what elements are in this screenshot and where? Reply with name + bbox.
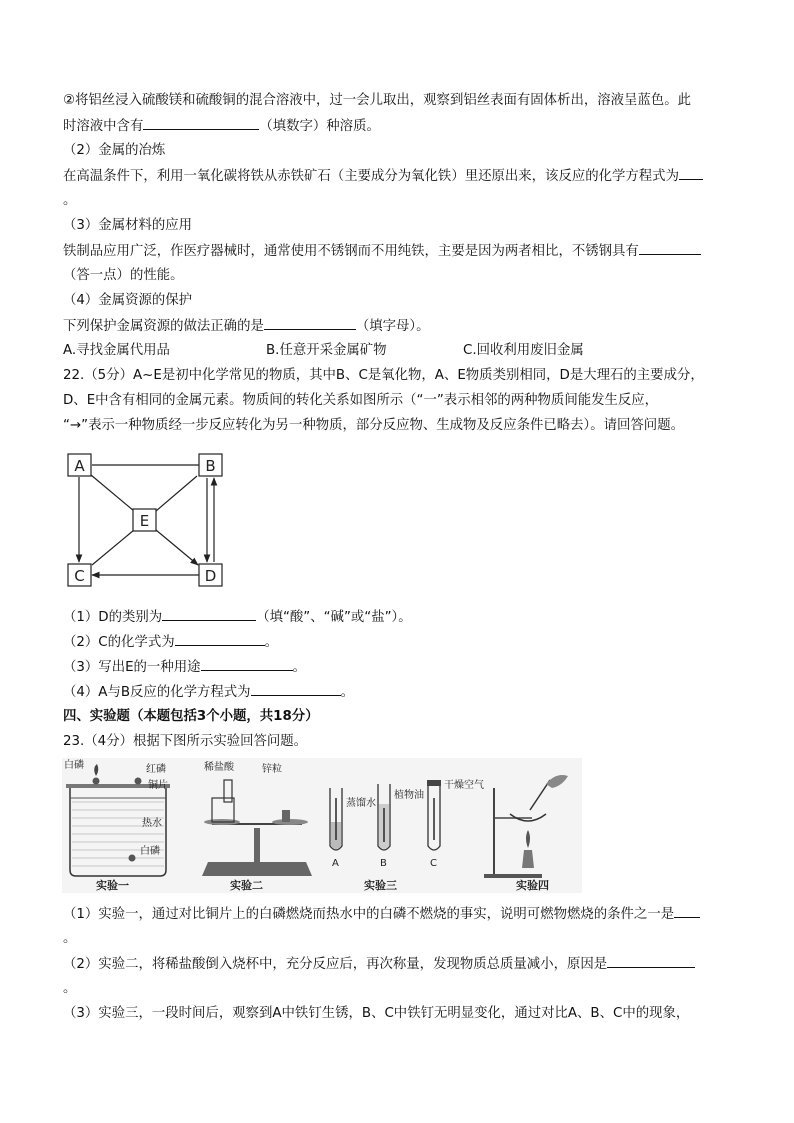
- text-segment: 。: [264, 635, 278, 650]
- label-copper: 铜片: [148, 780, 168, 791]
- label-tube-c: C: [430, 858, 437, 869]
- white-phosphorus-top: [93, 778, 100, 785]
- caption-exp4: 实验四: [516, 879, 549, 892]
- label-tube-a: A: [332, 858, 339, 869]
- answer-blank[interactable]: [162, 608, 256, 621]
- text-line: [63, 317, 430, 336]
- label-white-p-top: 白磷: [64, 760, 84, 771]
- section-heading: 四、实验题（本题包括3个小题，共18分）: [63, 709, 319, 724]
- label-dry-air: 干燥空气: [444, 780, 484, 791]
- answer-blank[interactable]: [639, 242, 701, 255]
- label-water: 蒸馏水: [346, 798, 376, 809]
- subheading: （3）金属材料的应用: [63, 218, 193, 233]
- text-line: [63, 658, 306, 677]
- text-line: （3）实验三，一段时间后，观察到A中铁钉生锈，B、C中铁钉无明显变化，通过对比A、B、C中的现象，: [63, 1006, 690, 1021]
- node-b-label: B: [205, 457, 216, 475]
- text-segment: 在高温条件下，利用一氧化碳将铁从赤铁矿石（主要成分为氧化铁）里还原出来，该反应的化学方程式为: [63, 169, 679, 184]
- caption-exp1: 实验一: [96, 879, 129, 892]
- text-line: [63, 683, 354, 702]
- answer-blank[interactable]: [607, 955, 695, 968]
- text-line: [63, 955, 695, 974]
- text-line: [63, 633, 278, 652]
- text-segment: （4）A与B反应的化学方程式为: [63, 685, 251, 700]
- text-line: [63, 167, 703, 186]
- text-segment: 。: [340, 685, 354, 700]
- text-segment: （2）实验二，将稀盐酸倒入烧杯中，充分反应后，再次称量，发现物质总质量减小，原因是: [63, 957, 608, 972]
- text-line: 。: [63, 931, 77, 946]
- text-line: [63, 117, 380, 136]
- text-line: [63, 242, 701, 261]
- answer-blank[interactable]: [201, 658, 293, 671]
- text-line: “→”表示一种物质经一步反应转化为另一种物质，部分反应物、生成物及反应条件已略去）。请回答问题。: [63, 418, 684, 433]
- answer-blank[interactable]: [143, 117, 259, 130]
- text-segment: 铁制品应用广泛，作医疗器械时，通常使用不锈钢而不用纯铁，主要是因为两者相比，不锈钢具有: [63, 244, 639, 259]
- text-segment: （1）实验一，通过对比铜片上的白磷燃烧而热水中的白磷不燃烧的事实，说明可燃物燃烧的条件之一是: [63, 907, 675, 922]
- stand-base: [484, 874, 542, 878]
- answer-blank[interactable]: [264, 317, 356, 330]
- node-c-label: C: [74, 567, 85, 585]
- answer-blank[interactable]: [674, 905, 700, 918]
- question-22: 22.（5分）A~E是初中化学常见的物质，其中B、C是氧化物，A、E物质类别相同，D是大理石的主要成分，: [63, 368, 704, 383]
- text-segment: 下列保护金属资源的做法正确的是: [63, 319, 264, 334]
- label-oil: 植物油: [394, 790, 424, 801]
- white-phosphorus-bottom: [129, 855, 136, 862]
- answer-blank[interactable]: [251, 683, 341, 696]
- text-segment: （1）D的类别为: [63, 610, 163, 625]
- text-segment: （填字母）。: [355, 319, 430, 334]
- label-white-p-bottom: 白磷: [140, 846, 160, 857]
- text-line: 。: [63, 193, 77, 208]
- weight: [282, 810, 290, 822]
- caption-exp2: 实验二: [230, 879, 263, 892]
- text-line: [63, 905, 700, 924]
- label-acid: 稀盐酸: [204, 762, 234, 773]
- line-e-c: [92, 530, 134, 565]
- text-line: [63, 608, 412, 627]
- node-e-label: E: [139, 512, 150, 530]
- text-segment: 时溶液中含有: [63, 119, 144, 134]
- arrow-e-d: [156, 530, 198, 565]
- red-phosphorus: [135, 778, 142, 785]
- text-segment: （2）C的化学式为: [63, 635, 175, 650]
- question-23: 23.（4分）根据下图所示实验回答问题。: [63, 734, 308, 749]
- subheading: （4）金属资源的保护: [63, 293, 193, 308]
- text-line: （答一点）的性能。: [63, 268, 184, 283]
- node-a-label: A: [74, 457, 85, 475]
- alcohol-lamp: [522, 850, 534, 868]
- label-red-p: 红磷: [146, 764, 166, 775]
- text-segment: （填“酸”、“碱”或“盐”）。: [256, 610, 412, 625]
- node-d-label: D: [204, 567, 217, 585]
- experiments-figure: [62, 758, 582, 893]
- option-b: B.任意开采金属矿物: [266, 343, 387, 358]
- balance-pillar: [254, 828, 260, 862]
- text-segment: 。: [292, 660, 306, 675]
- line-a-e: [91, 475, 134, 511]
- conversion-diagram: [62, 448, 234, 592]
- option-a: A.寻找金属代用品: [63, 343, 170, 358]
- answer-blank[interactable]: [679, 167, 703, 180]
- text-line: D、E中含有相同的金属元素。物质间的转化关系如图所示（“一”表示相邻的两种物质间能发生反应，: [63, 393, 659, 408]
- text-segment: （3）写出E的一种用途: [63, 660, 201, 675]
- label-tube-b: B: [380, 858, 387, 869]
- label-hot-water: 热水: [142, 818, 162, 829]
- line-e-b: [156, 476, 197, 511]
- text-line: 。: [63, 981, 77, 996]
- option-c: C.回收利用废旧金属: [463, 343, 584, 358]
- caption-exp3: 实验三: [364, 879, 397, 892]
- text-line: ②将铝丝浸入硫酸镁和硫酸铜的混合溶液中，过一会儿取出，观察到铝丝表面有固体析出，溶液呈蓝色。此: [63, 93, 691, 108]
- subheading: （2）金属的冶炼: [63, 143, 166, 158]
- balance-base: [202, 862, 312, 876]
- tube-c-stopper: [427, 780, 441, 786]
- answer-blank[interactable]: [175, 633, 265, 646]
- text-segment: （填数字）种溶质。: [259, 119, 380, 134]
- label-zinc: 锌粒: [262, 764, 282, 775]
